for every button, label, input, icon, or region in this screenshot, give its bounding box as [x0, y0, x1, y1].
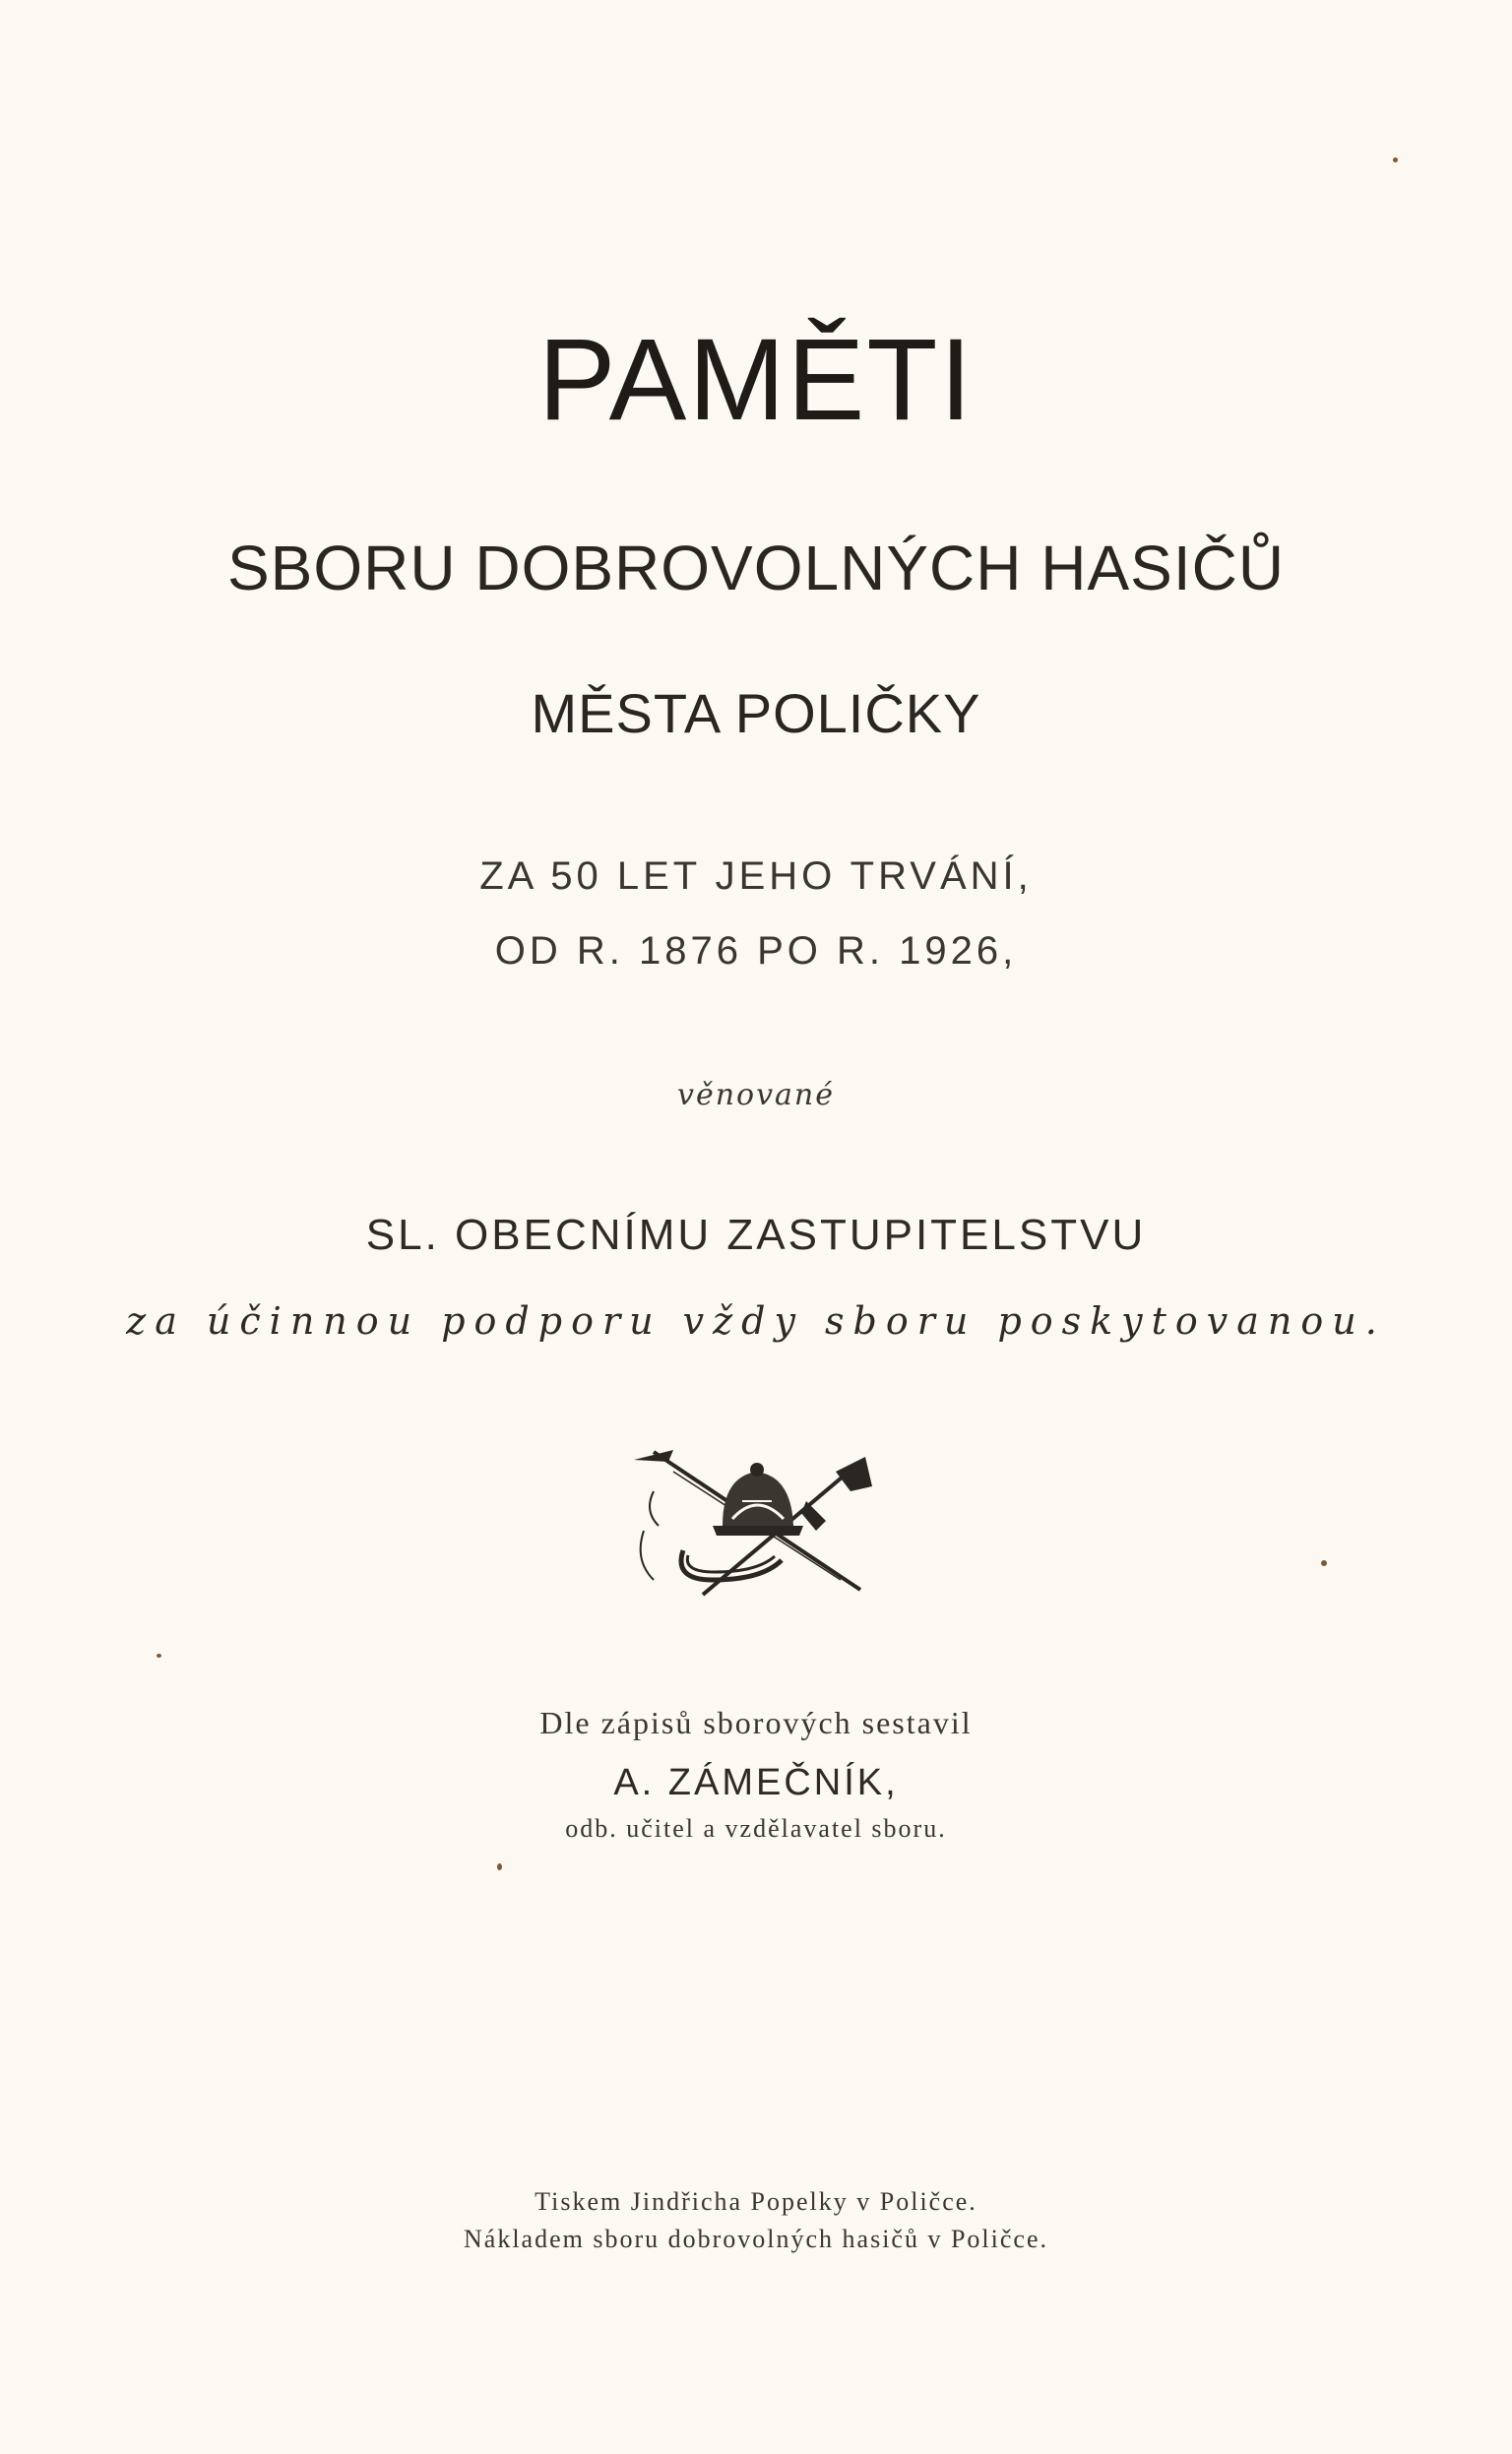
period-years-count: ZA 50 LET JEHO TRVÁNÍ,: [479, 854, 1033, 898]
dedication-reason: za účinnou podporu vždy sboru poskytovanou.: [126, 1299, 1386, 1343]
subtitle-town: MĚSTA POLIČKY: [531, 682, 981, 744]
book-title: PAMĚTI: [537, 315, 975, 445]
printer-credit: Tiskem Jindřicha Popelky v Poličce.: [535, 2187, 977, 2216]
author-name: A. ZÁMEČNÍK,: [613, 1762, 899, 1803]
paper-speck: [157, 1654, 161, 1658]
paper-speck: [1321, 1560, 1327, 1566]
period-years-range: OD R. 1876 PO R. 1926,: [494, 929, 1018, 973]
fire-brigade-emblem-icon: [614, 1432, 900, 1605]
subtitle-organization: SBORU DOBROVOLNÝCH HASIČŮ: [226, 533, 1286, 603]
publisher-credit: Nákladem sboru dobrovolných hasičů v Poličce.: [464, 2225, 1048, 2253]
compiled-by: Dle zápisů sborových sestavil: [539, 1705, 973, 1740]
paper-speck: [497, 1863, 502, 1870]
paper-speck: [1393, 157, 1398, 162]
dedication-word: věnované: [677, 1078, 835, 1112]
dedication-recipient: SL. OBECNÍMU ZASTUPITELSTVU: [365, 1211, 1147, 1259]
author-title: odb. učitel a vzdělavatel sboru.: [565, 1814, 947, 1843]
